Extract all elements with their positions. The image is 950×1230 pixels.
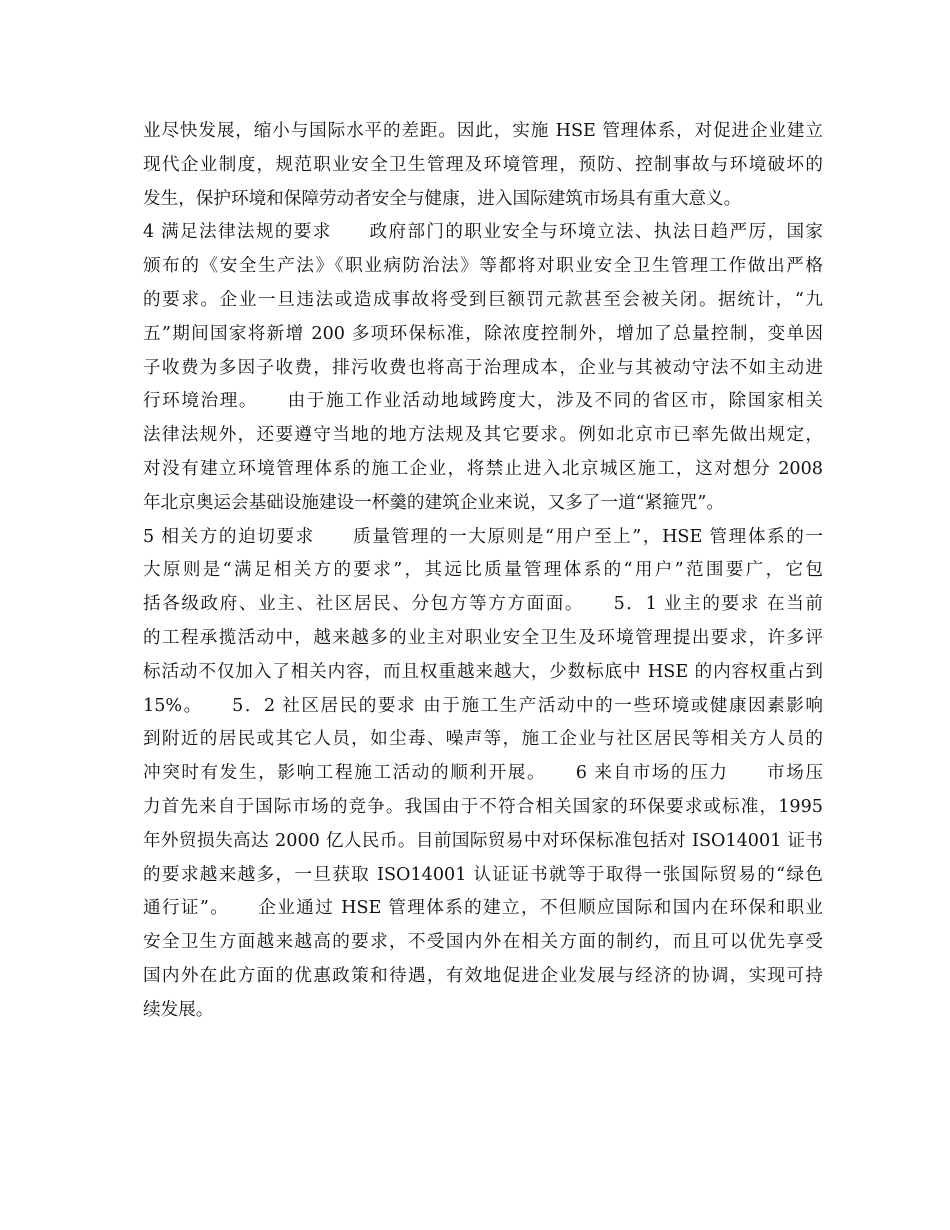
text-line: 15%。 5．2 社区居民的要求 由于施工生产活动中的一些环境或健康因素影响: [143, 695, 823, 716]
text-line: 现代企业制度，规范职业安全卫生管理及环境管理，预防、控制事故与环境破坏的: [143, 154, 823, 175]
text-line: 续发展。: [143, 999, 214, 1020]
body-text: [143, 115, 823, 1028]
text-line: 通行证”。 企业通过 HSE 管理体系的建立，不但顺应国际和国内在环保和职业: [143, 898, 823, 919]
text-line: 对没有建立环境管理体系的施工企业，将禁止进入北京城区施工，这对想分 2008: [143, 458, 823, 479]
text-line: 到附近的居民或其它人员，如尘毒、噪声等，施工企业与社区居民等相关方人员的: [143, 729, 823, 750]
text-line: 5 相关方的迫切要求 质量管理的一大原则是“用户至上”，HSE 管理体系的一: [143, 526, 823, 547]
text-line: 年北京奥运会基础设施建设一杯羹的建筑企业来说，又多了一道“紧箍咒”。: [143, 492, 724, 513]
text-line: 子收费为多因子收费，排污收费也将高于治理成本，企业与其被动守法不如主动进: [143, 357, 823, 378]
text-line: 发生，保护环境和保障劳动者安全与健康，进入国际建筑市场具有重大意义。: [143, 188, 742, 209]
text-line: 的工程承揽活动中，越来越多的业主对职业安全卫生及环境管理提出要求，许多评: [143, 627, 823, 648]
text-line: 法律法规外，还要遵守当地的地方法规及其它要求。例如北京市已率先做出规定，: [143, 425, 823, 446]
text-line: 括各级政府、业主、社区居民、分包方等方方面面。 5．1 业主的要求 在当前: [143, 594, 823, 615]
text-line: 五”期间国家将新增 200 多项环保标准，除浓度控制外，增加了总量控制，变单因: [143, 323, 823, 344]
text-line: 业尽快发展，缩小与国际水平的差距。因此，实施 HSE 管理体系，对促进企业建立: [143, 121, 823, 141]
text-line: 安全卫生方面越来越高的要求，不受国内外在相关方面的制约，而且可以优先享受: [143, 932, 823, 953]
text-line: 行环境治理。 由于施工作业活动地域跨度大，涉及不同的省区市，除国家相关: [143, 391, 823, 412]
text-line: 的要求。企业一旦违法或造成事故将受到巨额罚元款甚至会被关闭。据统计，“九: [143, 289, 823, 310]
text-line: 的要求越来越多，一旦获取 ISO14001 认证证书就等于取得一张国际贸易的“绿色: [143, 864, 823, 885]
text-line: 颁布的《安全生产法》《职业病防治法》等都将对职业安全卫生管理工作做出严格: [143, 256, 823, 277]
text-line: 国内外在此方面的优惠政策和待遇，有效地促进企业发展与经济的协调，实现可持: [143, 965, 823, 986]
text-line: 标活动不仅加入了相关内容，而且权重越来越大，少数标底中 HSE 的内容权重占到: [143, 661, 823, 682]
text-line: 冲突时有发生，影响工程施工活动的顺利开展。 6 来自市场的压力 市场压: [143, 763, 823, 784]
text-line: 大原则是“满足相关方的要求”，其远比质量管理体系的“用户”范围要广，它包: [143, 560, 823, 581]
text-line: 力首先来自于国际市场的竞争。我国由于不符合相关国家的环保要求或标准，1995: [143, 796, 823, 817]
text-line: 年外贸损失高达 2000 亿人民币。目前国际贸易中对环保标准包括对 ISO14001 证书: [143, 830, 823, 851]
text-line: 4 满足法律法规的要求 政府部门的职业安全与环境立法、执法日趋严厉，国家: [143, 222, 823, 243]
